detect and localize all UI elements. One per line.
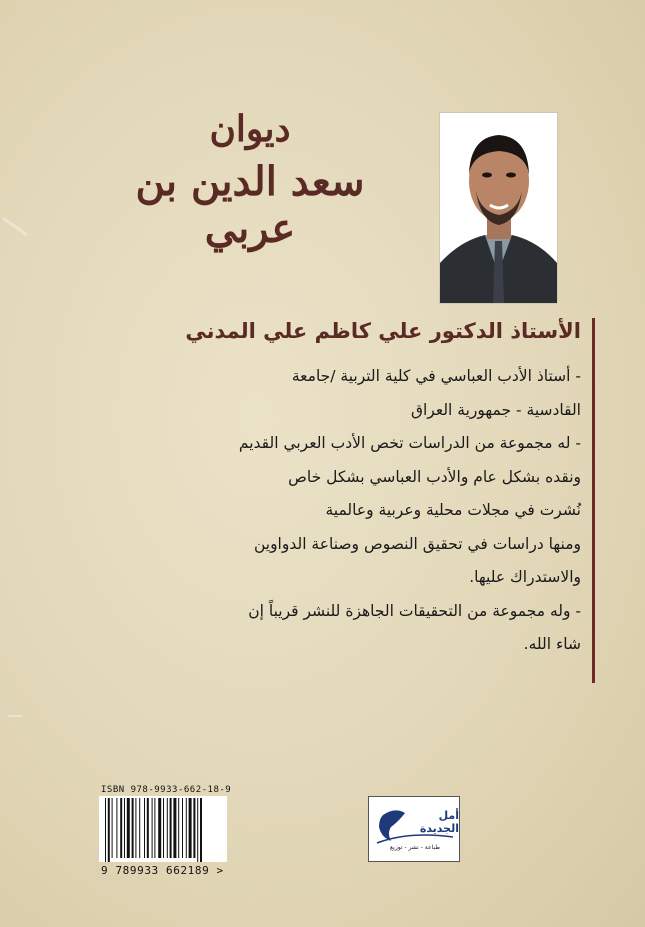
book-title-line2: سعد الدين بن عربي bbox=[135, 158, 365, 252]
bio-line: - وله مجموعة من التحقيقات الجاهزة للنشر قريباً إن bbox=[248, 601, 581, 620]
bio-line: - له مجموعة من الدراسات تخص الأدب العربي القديم bbox=[238, 434, 581, 452]
publisher-tagline: طباعة - نشر - توزيع bbox=[389, 844, 441, 851]
author-name: الأستاذ الدكتور علي كاظم علي المدني bbox=[185, 319, 581, 343]
bio-line: شاء الله. bbox=[523, 635, 581, 653]
cover-scuff bbox=[2, 217, 28, 237]
book-title-line1: ديوان bbox=[209, 108, 291, 150]
bio-line: والاستدراك عليها. bbox=[469, 568, 581, 586]
bio-line: - أستاذ الأدب العباسي في كلية التربية /جامعة bbox=[291, 367, 581, 385]
bio-line: القادسية - جمهورية العراق bbox=[410, 400, 581, 419]
barcode bbox=[99, 796, 227, 862]
bio-line: نُشرت في مجلات محلية وعربية وعالمية bbox=[325, 501, 581, 519]
decorative-vertical-rule bbox=[592, 318, 595, 683]
author-photo bbox=[439, 112, 558, 304]
publisher-name: أمل الجديدة bbox=[419, 809, 459, 835]
author-bio bbox=[61, 360, 581, 662]
cover-scuff bbox=[8, 715, 22, 717]
publisher-logo bbox=[368, 796, 460, 862]
barcode-number: 9 789933 662189 > bbox=[101, 864, 224, 877]
isbn-label: ISBN 978-9933-662-18-9 bbox=[101, 785, 232, 795]
bio-line: ونقده بشكل عام والأدب العباسي بشكل خاص bbox=[288, 467, 581, 486]
bio-line: ومنها دراسات في تحقيق النصوص وصناعة الدواوين bbox=[253, 534, 581, 553]
